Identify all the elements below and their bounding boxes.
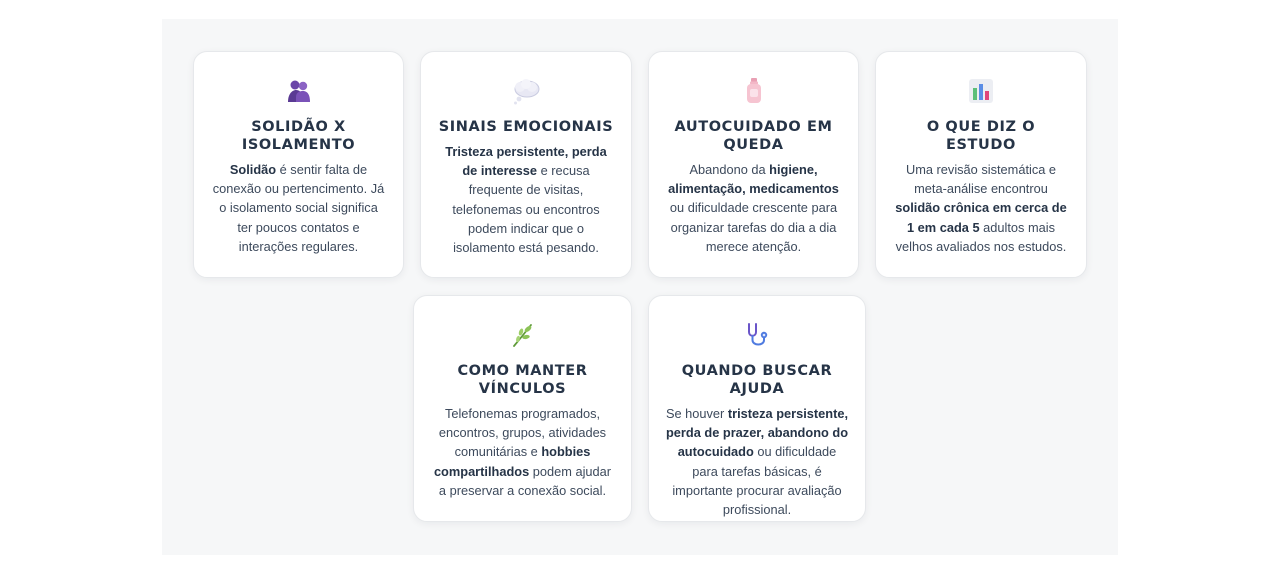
card-o-que-diz-o-estudo (875, 51, 1087, 278)
emphasis-text: hobbies compartilhados (433, 444, 591, 479)
card-body: Uma revisão sistemática e meta-análise encontrou solidão crônica em cerca de 1 em cada 5 adultos mais velhos avaliados nos estudos. (895, 162, 1067, 254)
card-quando-buscar-ajuda (648, 295, 866, 522)
card-body: Abandono da higiene, alimentação, medicamentos ou dificuldade crescente para organizar tarefas do dia a dia merece atenção. (668, 162, 839, 254)
card-body: Se houver tristeza persistente, perda de prazer, abandono do autocuidado ou dificuldade para tarefas básicas, é importante procurar avaliação profissional. (665, 406, 849, 518)
card-body: Telefonemas programados, encontros, grupos, atividades comunitárias e hobbies compartilhados podem ajudar a preservar a conexão social. (433, 406, 612, 498)
card-title: COMO MANTER VÍNCULOS (457, 363, 588, 397)
thought-balloon-icon (511, 76, 541, 106)
emphasis-text: tristeza persistente, perda de prazer, abandono do autocuidado (665, 406, 849, 460)
emphasis-text: Solidão (229, 162, 277, 177)
bar-chart-icon (966, 76, 996, 106)
emphasis-text: Tristeza persistente, perda de interesse (445, 144, 607, 179)
card-title: QUANDO BUSCAR AJUDA (681, 363, 833, 397)
lotion-bottle-icon (739, 76, 769, 106)
card-solidao-isolamento (193, 51, 404, 278)
card-title: AUTOCUIDADO EM QUEDA (674, 119, 833, 153)
emphasis-text: solidão crônica em cerca de 1 em cada 5 (895, 200, 1067, 235)
herb-icon (508, 320, 538, 350)
card-title: O QUE DIZ O ESTUDO (926, 119, 1036, 153)
card-body: Tristeza persistente, perda de interesse e recusa frequente de visitas, telefonemas ou encontros podem indicar que o isolamento está pesando. (445, 144, 607, 256)
stethoscope-icon (742, 320, 772, 350)
card-title: SOLIDÃO X ISOLAMENTO (241, 119, 356, 153)
card-sinais-emocionais (420, 51, 632, 278)
card-body: Solidão é sentir falta de conexão ou pertencimento. Já o isolamento social significa ter poucos contatos e interações regulares. (212, 162, 385, 254)
card-title: SINAIS EMOCIONAIS (438, 119, 614, 135)
card-autocuidado-em-queda (648, 51, 859, 278)
card-como-manter-vinculos (413, 295, 632, 522)
people-hugging-icon (284, 76, 314, 106)
emphasis-text: higiene, alimentação, medicamentos (668, 162, 839, 197)
